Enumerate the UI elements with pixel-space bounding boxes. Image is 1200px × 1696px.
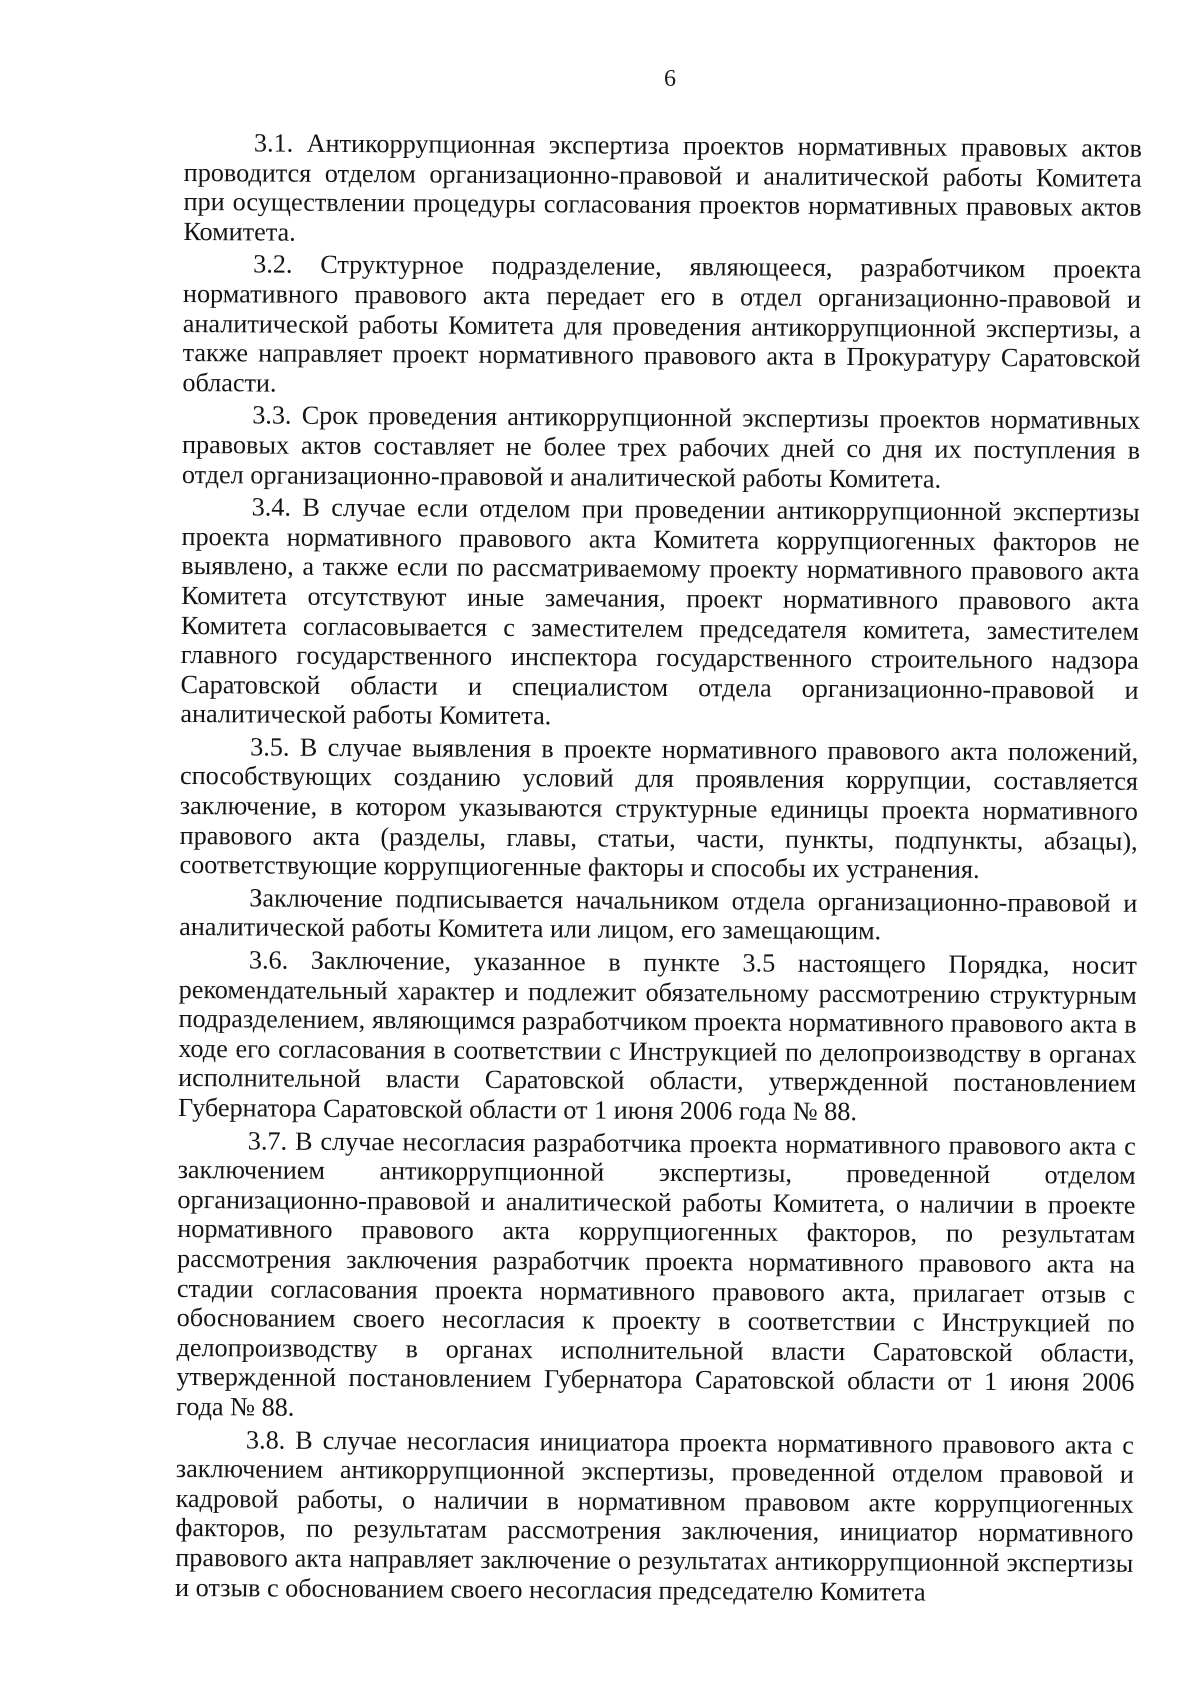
paragraph-3-7: 3.7. В случае несогласия разработчика проекта нормативного правового акта с заключением антикоррупционной экспертизы, проведенной отделом организационно-правовой и аналитической работы Комитета, о наличии в проекте нормативного правового акта коррупциогенных факторов, по результатам рассмотрения заключения разработчик проекта нормативного правового акта на стадии согласования проекта нормативного правового акта, прилагает отзыв с обоснованием своего несогласия к проекту в соответствии с Инструкцией по делопроизводству в органах исполнительной власти Саратовской области, утвержденной постановлением Губернатора Саратовской области от 1 июня 2006 года № 88. <box>176 1126 1136 1422</box>
paragraph-3-4: 3.4. В случае если отделом при проведении антикоррупционной экспертизы проекта нормативного правового акта Комитета коррупциогенных факторов не выявлено, а также если по рассматриваемому проекту нормативного правового акта Комитета отсутствуют иные замечания, проект нормативного правового акта Комитета согласовывается с заместителем председателя комитета, заместителем главного государственного инспектора государственного строительного надзора Саратовской области и специалистом отдела организационно-правовой и аналитической работы Комитета. <box>180 492 1140 731</box>
paragraph-3-8: 3.8. В случае несогласия инициатора проекта нормативного правового акта с заключением антикоррупционной экспертизы, проведенной отделом правовой и кадровой работы, о наличии в нормативном правовом акте коррупциогенных факторов, по результатам рассмотрения заключения, инициатор нормативного правового акта направляет заключение о результатах антикоррупционной экспертизы и отзыв с обоснованием своего несогласия председателю Комитета <box>174 1424 1135 1607</box>
paragraph-3-2: 3.2. Структурное подразделение, являющееся, разработчиком проекта нормативного правового акта передает его в отдел организационно-правовой и аналитической работы Комитета для проведения антикоррупционной экспертизы, а также направляет проект нормативного правового акта в Прокуратуру Саратовской области. <box>182 249 1142 398</box>
paragraph-3-3: 3.3. Срок проведения антикоррупционной экспертизы проектов нормативных правовых актов составляет не более трех рабочих дней со дня их поступления в отдел организационно-правовой и аналитической работы Комитета. <box>181 400 1141 494</box>
paragraph-3-6: 3.6. Заключение, указанное в пункте 3.5 настоящего Порядка, носит рекомендательный характер и подлежит обязательному рассмотрению структурным подразделением, являющимся разработчиком проекта нормативного правового акта в ходе его согласования в соответствии с Инструкцией по делопроизводству в органах исполнительной власти Саратовской области, утвержденной постановлением Губернатора Саратовской области от 1 июня 2006 года № 88. <box>177 945 1137 1127</box>
paragraph-3-5: 3.5. В случае выявления в проекте нормативного правового акта положений, способствующих созданию условий для проявления коррупции, составляется заключение, в котором указываются структурные единицы проекта нормативного правового акта (разделы, главы, статьи, части, пункты, подпункты, абзацы), соответствующие коррупциогенные факторы и способы их устранения. <box>179 732 1139 885</box>
page-number: 6 <box>664 66 676 92</box>
paragraph-3-1: 3.1. Антикоррупционная экспертиза проектов нормативных правовых актов проводится отделом организационно-правовой и аналитической работы Комитета при осуществлении процедуры согласования проектов нормативных правовых актов Комитета. <box>183 128 1142 247</box>
document-body <box>175 128 1142 1608</box>
paragraph-conclusion-signing: Заключение подписывается начальником отдела организационно-правовой и аналитической работы Комитета или лицом, его замещающим. <box>179 883 1138 946</box>
